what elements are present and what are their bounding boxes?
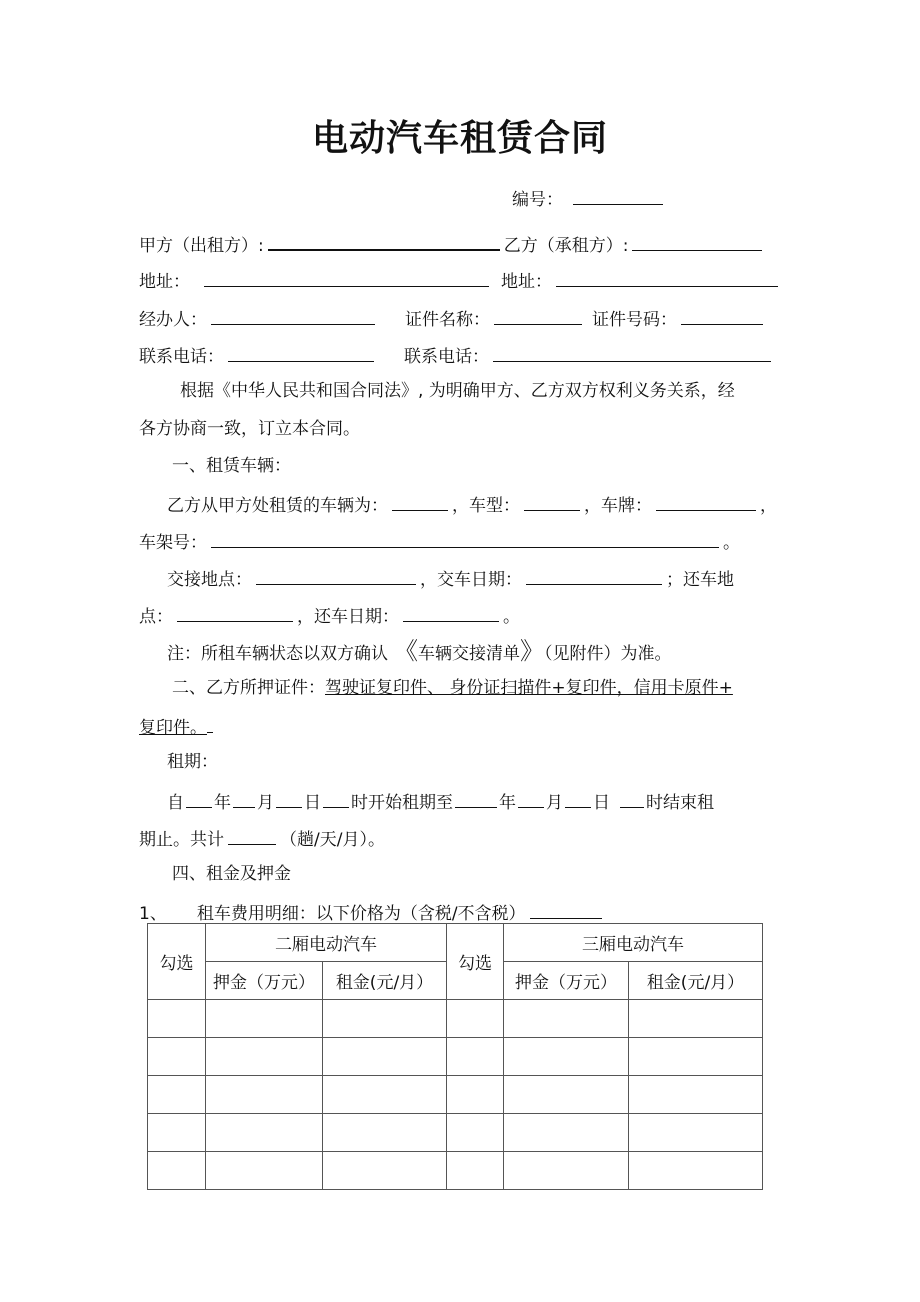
section-4-heading: 四、租金及押金 xyxy=(172,864,291,884)
address-row: 地址： 地址： xyxy=(139,268,782,293)
check-header-b: 勾选 xyxy=(447,924,504,1000)
term-line-2: 期止。共计 （趟/天/月）。 xyxy=(139,826,385,851)
address-a-blank[interactable] xyxy=(204,268,489,287)
handover-place-blank[interactable] xyxy=(256,566,416,585)
vehicle-line: 乙方从甲方处租赁的车辆为： ，车型： ，车牌： ， xyxy=(167,492,777,517)
party-a-blank[interactable] xyxy=(268,231,500,251)
table-row xyxy=(148,1114,763,1152)
end-hour-blank[interactable] xyxy=(620,789,644,808)
rent-header-b: 租金(元/月） xyxy=(629,962,763,1000)
party-b-blank[interactable] xyxy=(632,232,762,251)
deposit-header-b: 押金（万元） xyxy=(504,962,629,1000)
address-b-blank[interactable] xyxy=(556,268,778,287)
start-day-blank[interactable] xyxy=(276,789,302,808)
phone-a-blank[interactable] xyxy=(228,343,374,362)
party-row: 甲方（出租方）: 乙方（承租方）: xyxy=(139,231,766,257)
frame-blank[interactable] xyxy=(211,529,719,548)
group-b-header: 三厢电动汽车 xyxy=(504,924,763,962)
return-place-blank[interactable] xyxy=(177,603,293,622)
start-hour-blank[interactable] xyxy=(323,789,349,808)
section-2-cont: 复印件。 xyxy=(139,714,213,739)
number-blank[interactable] xyxy=(573,186,663,205)
section-2-trailing-blank xyxy=(207,714,213,733)
deposit-header-a: 押金（万元） xyxy=(206,962,323,1000)
term-line-1: 自 年 月 日 时开始租期至 年 月 日 时结束租 xyxy=(167,789,714,814)
end-year-blank[interactable] xyxy=(455,789,497,808)
model-blank[interactable] xyxy=(524,492,580,511)
total-blank[interactable] xyxy=(228,826,276,845)
table-row xyxy=(148,1000,763,1038)
preamble-line-2: 各方协商一致，订立本合同。 xyxy=(139,419,360,439)
end-day-blank[interactable] xyxy=(565,789,591,808)
table-row xyxy=(148,1152,763,1190)
preamble-line-1: 根据《中华人民共和国合同法》, 为明确甲方、乙方双方权利义务关系，经 xyxy=(180,381,735,401)
end-month-blank[interactable] xyxy=(518,789,544,808)
rent-table xyxy=(147,923,763,1190)
agent-row: 经办人： 证件名称： 证件号码： xyxy=(139,306,767,331)
contract-number: 编号： xyxy=(512,186,667,211)
id-number-blank[interactable] xyxy=(681,306,763,325)
start-year-blank[interactable] xyxy=(186,789,212,808)
section-1-heading: 一、租赁车辆： xyxy=(172,456,291,476)
check-header-a: 勾选 xyxy=(148,924,206,1000)
return-date-blank[interactable] xyxy=(403,603,499,622)
phone-row: 联系电话： 联系电话： xyxy=(139,343,775,368)
delivery-date-blank[interactable] xyxy=(526,566,662,585)
note-line: 注：所租车辆状态以双方确认 《车辆交接清单》（见附件）为准。 xyxy=(167,637,672,665)
table-row xyxy=(148,1076,763,1114)
section-2-line: 二、乙方所押证件：驾驶证复印件、 身份证扫描件+复印件，信用卡原件+ xyxy=(172,678,733,698)
agent-blank[interactable] xyxy=(211,306,375,325)
group-a-header: 二厢电动汽车 xyxy=(206,924,447,962)
fee-line: 1、 租车费用明细：以下价格为（含税/不含税） xyxy=(139,900,606,925)
tax-blank[interactable] xyxy=(530,900,602,919)
table-row xyxy=(148,1038,763,1076)
phone-b-blank[interactable] xyxy=(493,343,771,362)
start-month-blank[interactable] xyxy=(233,789,255,808)
plate-blank[interactable] xyxy=(656,492,756,511)
return-line: 点： ，还车日期： 。 xyxy=(139,603,520,628)
frame-line: 车架号： 。 xyxy=(139,529,740,554)
contract-title: 电动汽车租赁合同 xyxy=(311,118,608,159)
rent-header-a: 租金(元/月） xyxy=(323,962,447,1000)
vehicle-blank[interactable] xyxy=(392,492,448,511)
term-heading: 租期： xyxy=(167,752,218,772)
handover-line: 交接地点： ，交车日期： ；还车地 xyxy=(167,566,734,591)
id-name-blank[interactable] xyxy=(494,306,582,325)
